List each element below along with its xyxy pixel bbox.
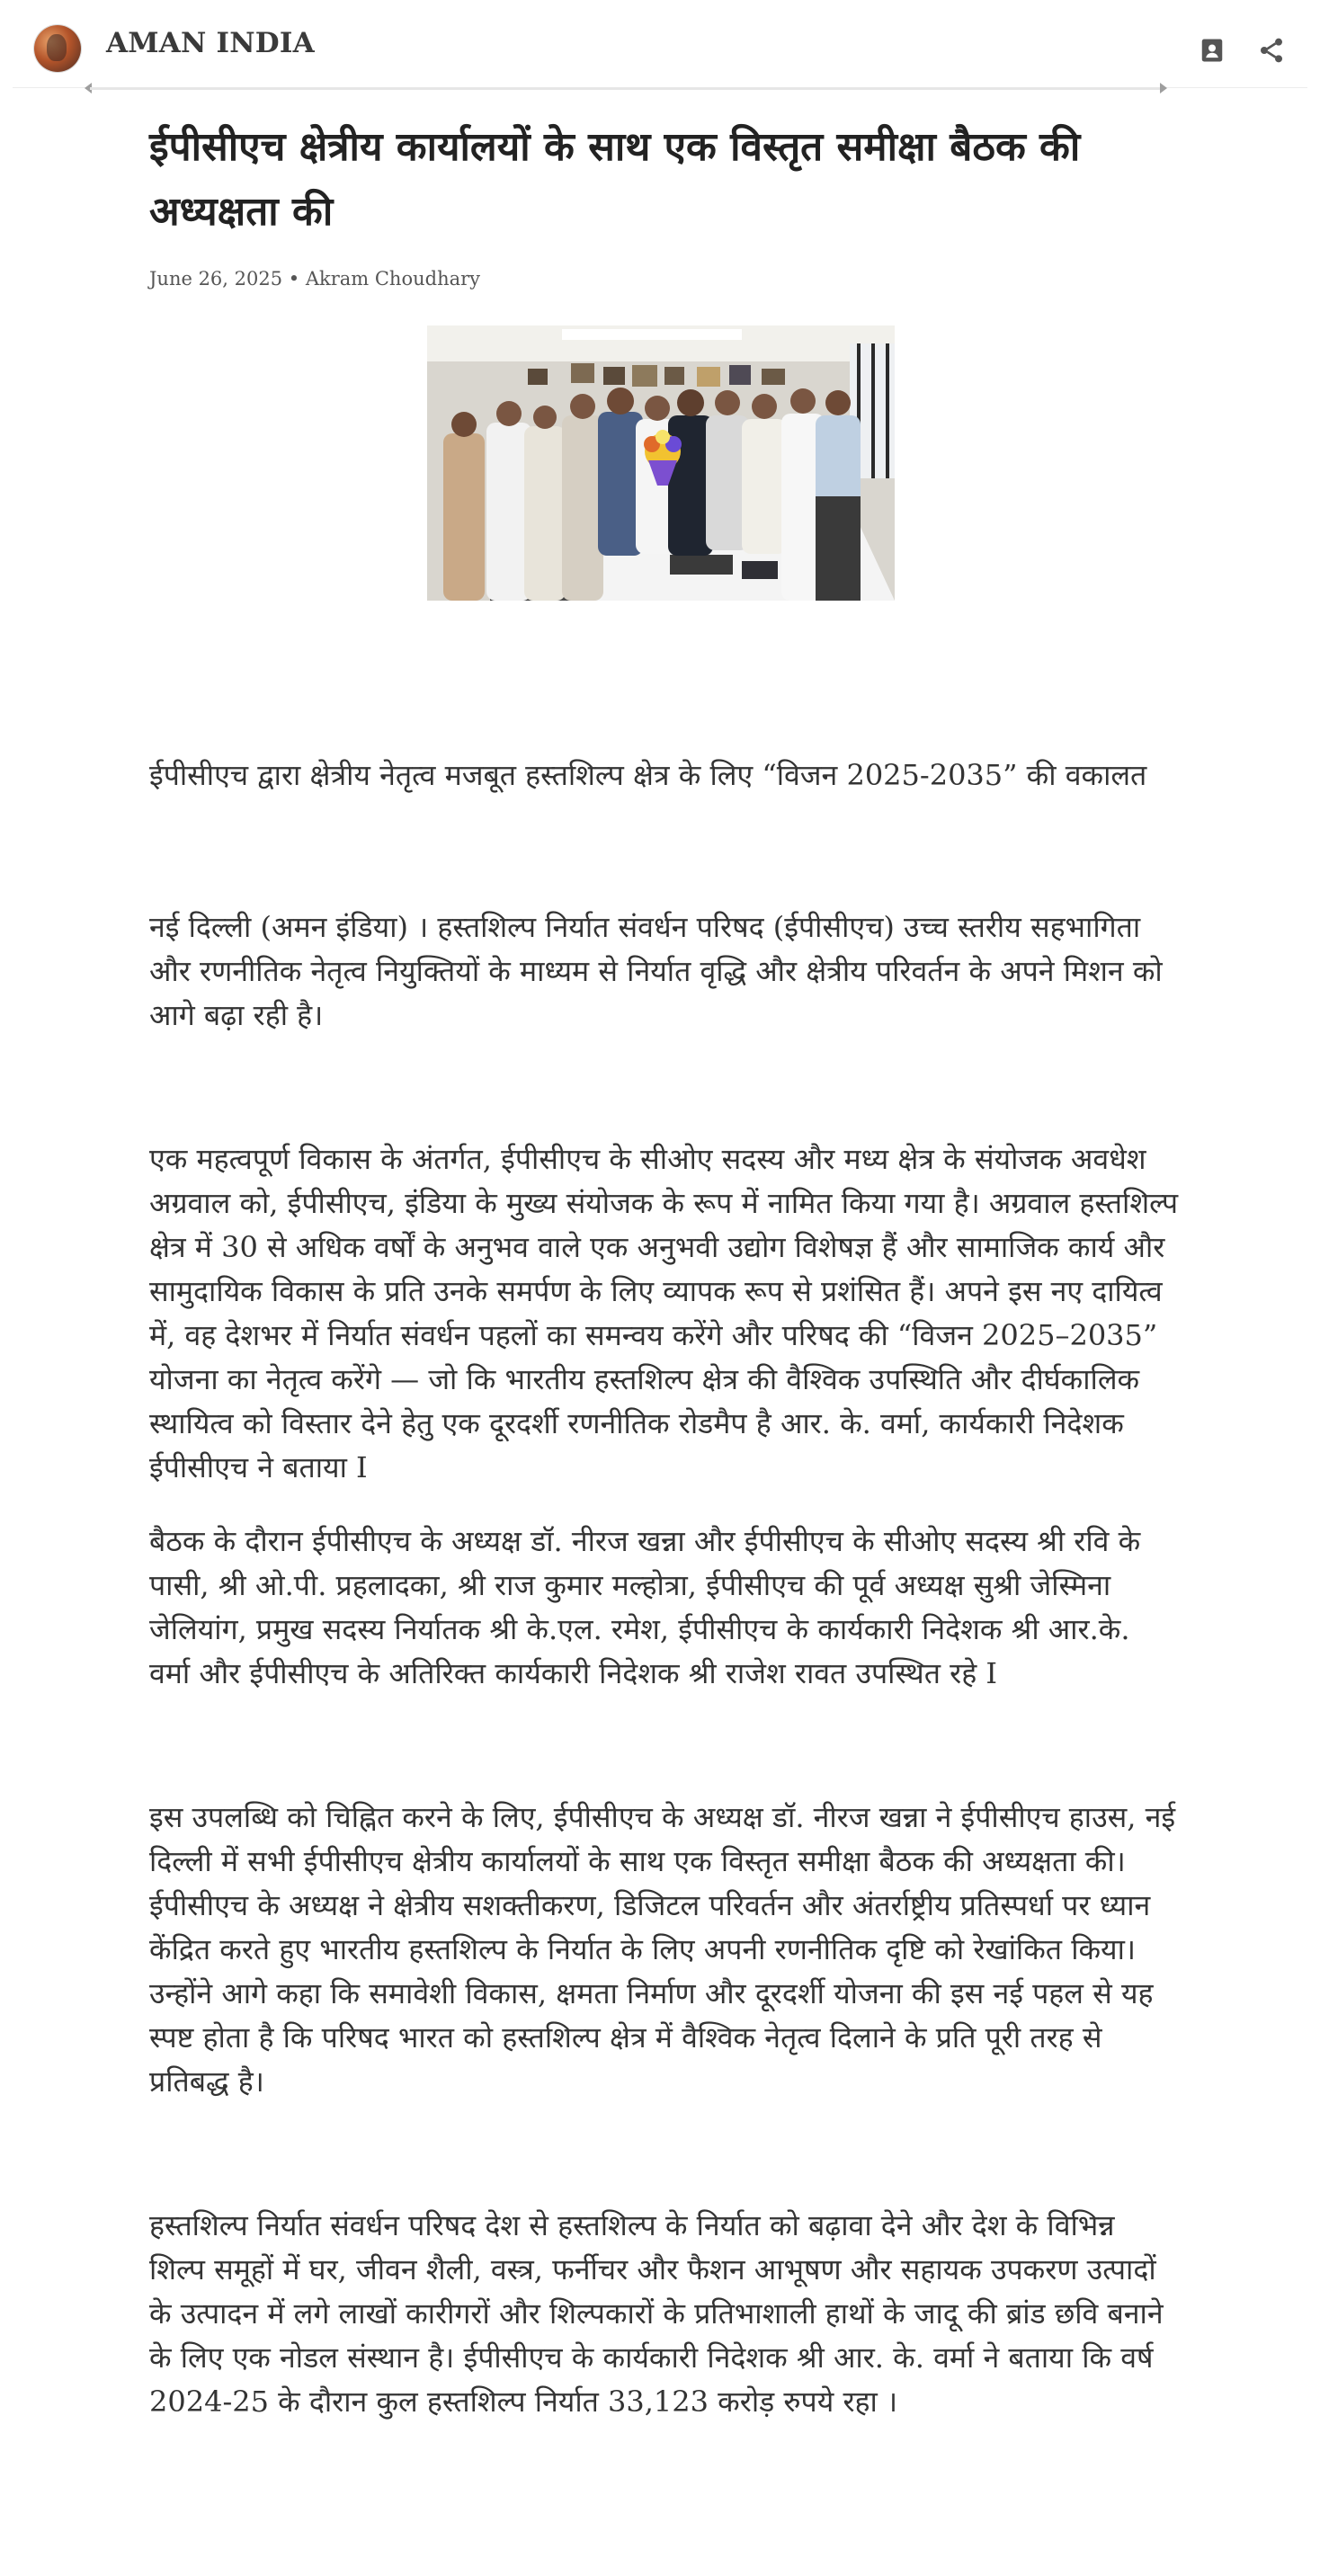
group-photo-image [427, 325, 895, 601]
article-header [149, 115, 1183, 290]
reading-progress-bar[interactable] [90, 87, 1160, 90]
article-paragraph: हस्तशिल्प निर्यात संवर्धन परिषद देश से हस्तशिल्प के निर्यात को बढ़ावा देने और देश के विभिन्न शिल्प समूहों में घर, जीवन शैली, वस्त्र, फर्नीचर और फैशन आभूषण और सहायक उपकरण उत्पादों के उत्पादन में लगे लाखों कारीगरों और शिल्पकारों के प्रतिभाशाली हाथों के जादू की ब्रांड छवि बनाने के लिए एक नोडल संस्थान है। ईपीसीएच के कार्यकारी निदेशक श्री आर. के. वर्मा ने बताया कि वर्ष 2024-25 के दौरान कुल हस्तशिल्प निर्यात 33,123 करोड़ रुपये रहा । [149, 2208, 1164, 2419]
article-meta: June 26, 2025 • Akram Choudhary [149, 268, 481, 290]
article-body [149, 753, 1179, 2424]
article-paragraph: इस उपलब्धि को चिह्नित करने के लिए, ईपीसीएच के अध्यक्ष डॉ. नीरज खन्ना ने ईपीसीएच हाउस, नई दिल्ली में सभी ईपीसीएच क्षेत्रीय कार्यालयों के साथ एक विस्तृत समीक्षा बैठक की अध्यक्षता की। ईपीसीएच के अध्यक्ष ने क्षेत्रीय सशक्तीकरण, डिजिटल परिवर्तन और अंतर्राष्ट्रीय प्रतिस्पर्धा पर ध्यान केंद्रित करते हुए भारतीय हस्तशिल्प के निर्यात के लिए अपनी रणनीतिक दृष्टि को रेखांकित किया। उन्होंने आगे कहा कि समावेशी विकास, क्षमता निर्माण और दूरदर्शी योजना की इस नई पहल से यह स्पष्ट होता है कि परिषद भारत को हस्तशिल्प क्षेत्र में वैश्विक नेतृत्व दिलाने के प्रति पूरी तरह से प्रतिबद्ध है। [149, 1800, 1176, 2099]
contact-card-icon[interactable] [1196, 34, 1228, 67]
site-logo-avatar[interactable] [34, 25, 81, 72]
top-bar [0, 0, 1320, 90]
article-paragraph: एक महत्वपूर्ण विकास के अंतर्गत, ईपीसीएच के सीओए सदस्य और मध्य क्षेत्र के संयोजक अवधेश अग्रवाल को, ईपीसीएच, इंडिया के मुख्य संयोजक के रूप में नामित किया गया है। अग्रवाल हस्तशिल्प क्षेत्र में 30 से अधिक वर्षों के अनुभव वाले एक अनुभवी उद्योग विशेषज्ञ हैं और सामाजिक कार्य और सामुदायिक विकास के प्रति उनके समर्पण के लिए व्यापक रूप से प्रशंसित हैं। अपने इस नए दायित्व में, वह देशभर में निर्यात संवर्धन पहलों का समन्वय करेंगे और परिषद की “विजन 2025–2035” योजना का नेतृत्व करेंगे — जो कि भारतीय हस्तशिल्प क्षेत्र की वैश्विक उपस्थिति और दीर्घकालिक स्थायित्व को विस्तार देने हेतु एक दूरदर्शी रणनीतिक रोडमैप है आर. के. वर्मा, कार्यकारी निदेशक ईपीसीएच ने बताया I [149, 1142, 1178, 1484]
article-photo [427, 325, 895, 601]
share-icon[interactable] [1255, 34, 1288, 67]
article-subheading: ईपीसीएच द्वारा क्षेत्रीय नेतृत्व मजबूत हस्तशिल्प क्षेत्र के लिए “विजन 2025-2035” की वकालत [149, 758, 1147, 792]
article-paragraph: नई दिल्ली (अमन इंडिया) । हस्तशिल्प निर्यात संवर्धन परिषद (ईपीसीएच) उच्च स्तरीय सहभागिता और रणनीतिक नेतृत्व नियुक्तियों के माध्यम से निर्यात वृद्धि और क्षेत्रीय परिवर्तन के अपने मिशन को आगे बढ़ा रही है। [149, 910, 1163, 1032]
progress-right-arrow-icon [1160, 83, 1167, 94]
article-paragraph: बैठक के दौरान ईपीसीएच के अध्यक्ष डॉ. नीरज खन्ना और ईपीसीएच के सीओए सदस्य श्री रवि के पासी, श्री ओ.पी. प्रहलादका, श्री राज कुमार मल्होत्रा, ईपीसीएच की पूर्व अध्यक्ष सुश्री जेस्मिना जेलियांग, प्रमुख सदस्य निर्यातक श्री के.एल. रमेश, ईपीसीएच के कार्यकारी निदेशक श्री आर.के. वर्मा और ईपीसीएच के अतिरिक्त कार्यकारी निदेशक श्री राजेश रावत उपस्थित रहे I [149, 1524, 1141, 1690]
article-title: ईपीसीएच क्षेत्रीय कार्यालयों के साथ एक विस्तृत समीक्षा बैठक की अध्यक्षता की [149, 124, 1081, 235]
site-name[interactable]: AMAN INDIA [106, 27, 315, 59]
